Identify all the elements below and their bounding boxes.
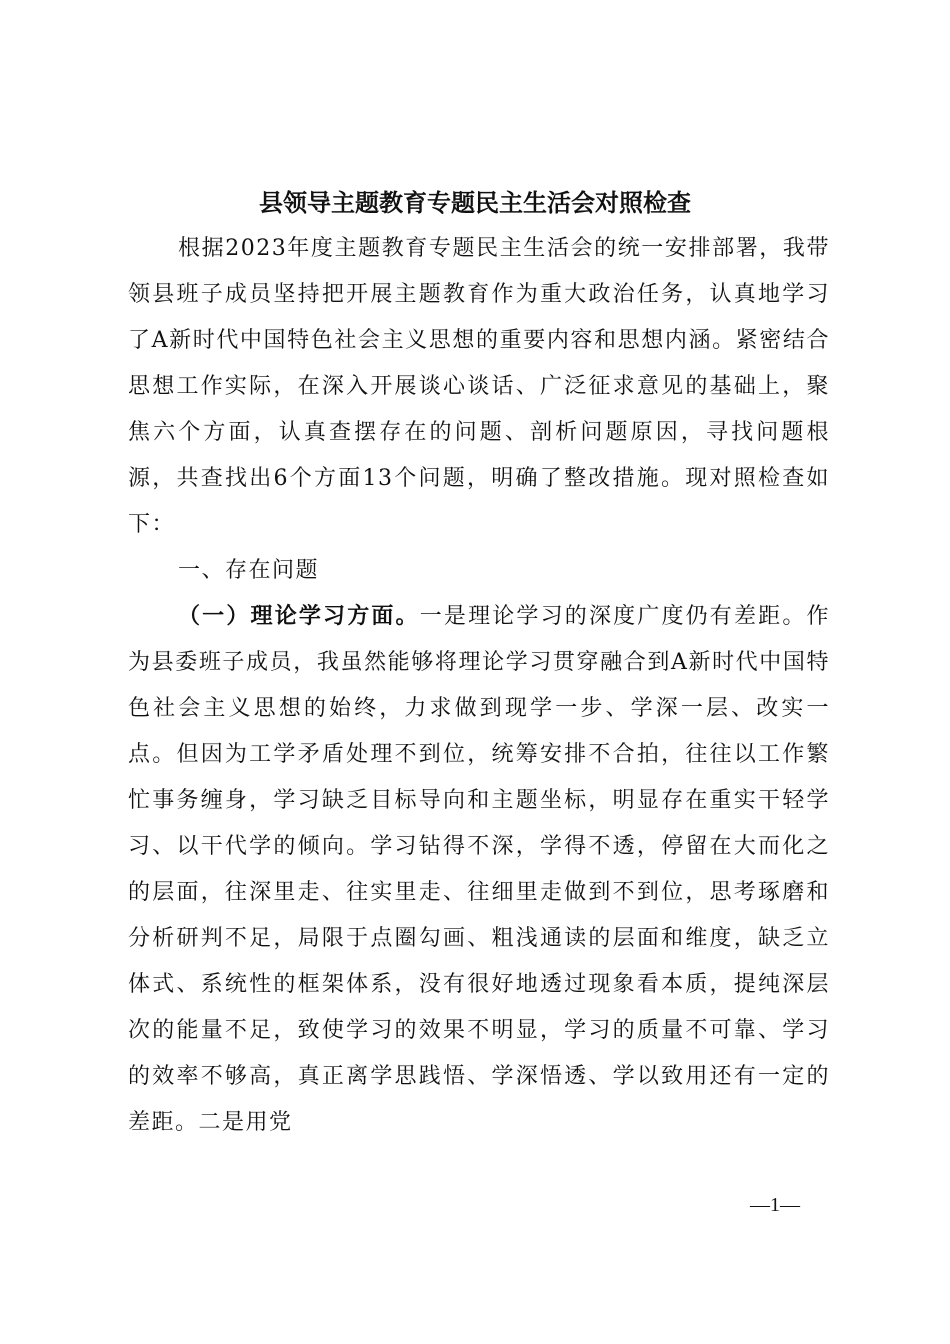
document-title: 县领导主题教育专题民主生活会对照检查 [259, 188, 691, 217]
subsection-heading: （一）理论学习方面。 [178, 604, 420, 629]
subsection-paragraph [128, 594, 830, 1146]
document-body [128, 226, 830, 1146]
section-heading: 一、存在问题 [178, 558, 320, 583]
subsection-body: 一是理论学习的深度广度仍有差距。作为县委班子成员，我虽然能够将理论学习贯穿融合到A新时代中国特色社会主义思想的始终，力求做到现学一步、学深一层、改实一点。但因为工学矛盾处理不到位，统筹安排不合拍，往往以工作繁忙事务缠身，学习缺乏目标导向和主题坐标，明显存在重实干轻学习、以干代学的倾向。学习钻得不深，学得不透，停留在大而化之的层面，往深里走、往实里走、往细里走做到不到位，思考琢磨和分析研判不足，局限于点圈勾画、粗浅通读的层面和维度，缺乏立体式、系统性的框架体系，没有很好地透过现象看本质，提纯深层次的能量不足，致使学习的效果不明显，学习的质量不可靠、学习的效率不够高，真正离学思践悟、学深悟透、学以致用还有一定的差距。二是用党 [128, 604, 830, 1135]
intro-paragraph: 根据2023年度主题教育专题民主生活会的统一安排部署，我带领县班子成员坚持把开展主题教育作为重大政治任务，认真地学习了A新时代中国特色社会主义思想的重要内容和思想内涵。紧密结合思想工作实际，在深入开展谈心谈话、广泛征求意见的基础上，聚焦六个方面，认真查摆存在的问题、剖析问题原因，寻找问题根源，共查找出6个方面13个问题，明确了整改措施。现对照检查如下： [128, 236, 830, 537]
page-number: —1— [750, 1194, 800, 1216]
